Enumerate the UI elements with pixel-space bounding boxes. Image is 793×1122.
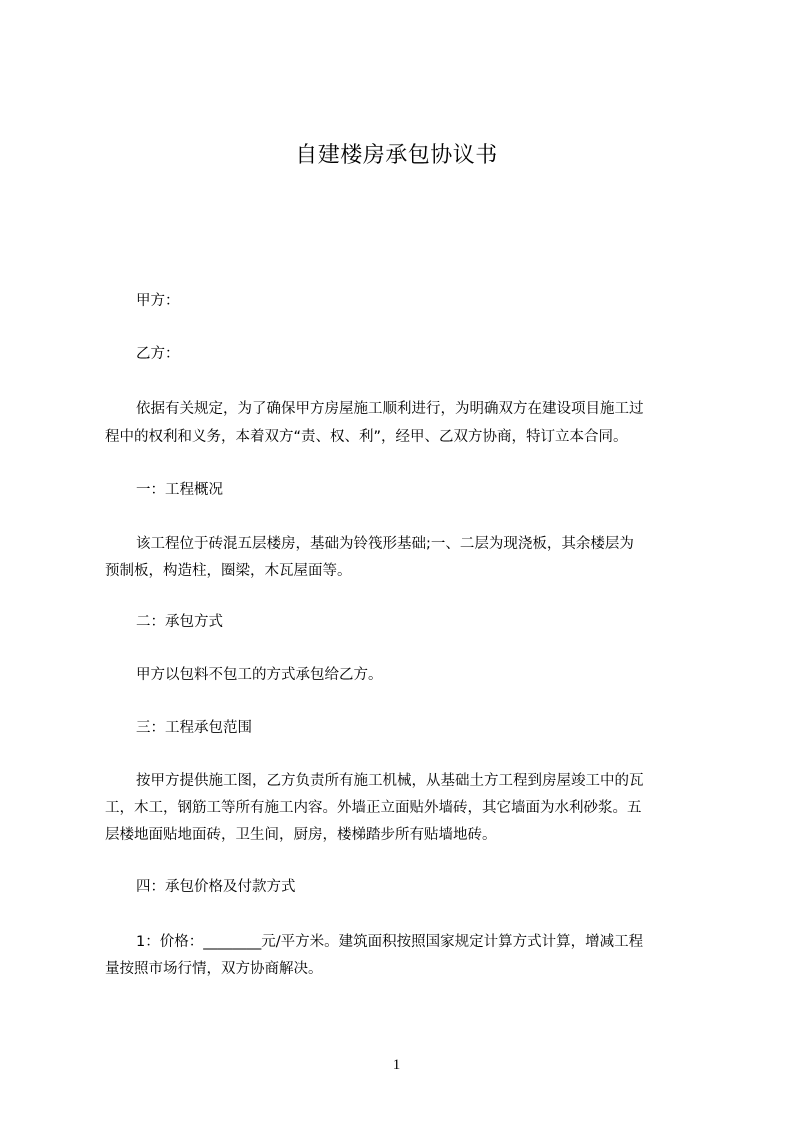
section-3-line-1: 按甲方提供施工图，乙方负责所有施工机械，从基础土方工程到房屋竣工中的瓦: [136, 773, 644, 789]
party-a-label: 甲方：: [136, 293, 180, 309]
section-3-line-2: 工，木工，钢筋工等所有施工内容。外墙正立面贴外墙砖，其它墙面为水利砂浆。五: [105, 800, 642, 816]
section-1-heading: 一：工程概况: [136, 482, 223, 498]
section-3-heading: 三：工程承包范围: [136, 720, 252, 736]
section-3-line-3: 层楼地面贴地面砖，卫生间，厨房，楼梯踏步所有贴墙地砖。: [105, 827, 497, 843]
section-2-heading: 二：承包方式: [136, 614, 223, 630]
section-4-item-1-line-1: 1：价格：________元/平方米。建筑面积按照国家规定计算方式计算，增减工程: [136, 934, 644, 950]
intro-line-2: 程中的权利和义务，本着双方“责、权、利”，经甲、乙双方协商，特订立本合同。: [105, 429, 628, 445]
page-number: 1: [392, 1057, 401, 1073]
section-4-item-1-line-2: 量按照市场行情，双方协商解决。: [105, 961, 323, 977]
section-4-heading: 四：承包价格及付款方式: [136, 879, 296, 895]
document-title: 自建楼房承包协议书: [295, 143, 498, 168]
intro-line-1: 依据有关规定，为了确保甲方房屋施工顺利进行，为明确双方在建设项目施工过: [136, 401, 644, 417]
section-1-line-1: 该工程位于砖混五层楼房，基础为铃筏形基础;一、二层为现浇板，其余楼层为: [136, 536, 634, 552]
section-2-body: 甲方以包料不包工的方式承包给乙方。: [136, 667, 383, 683]
party-b-label: 乙方：: [136, 346, 180, 362]
section-1-line-2: 预制板，构造柱，圈梁，木瓦屋面等。: [105, 563, 352, 579]
